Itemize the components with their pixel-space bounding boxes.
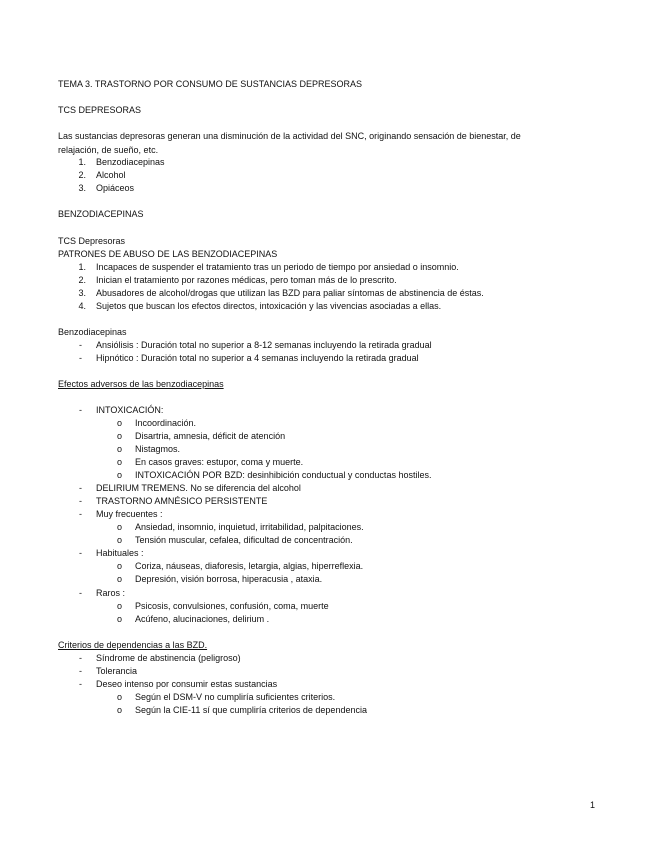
rare-label: Raros : <box>96 588 126 598</box>
criteria-item: Tolerancia <box>96 666 138 676</box>
circle-bullet: o <box>116 705 122 715</box>
circle-bullet: o <box>116 522 122 532</box>
intoxication-label: INTOXICACIÓN: <box>96 405 164 415</box>
substance-item: Benzodiacepinas <box>96 157 165 167</box>
intro-paragraph: Las sustancias depresoras generan una disminución de la actividad del SNC, originando sensación de bienestar, de relajación, de sueño, etc. <box>58 131 521 155</box>
list-number: 1. <box>78 262 86 272</box>
duration-item: Hipnótico : Duración total no superior a 4 semanas incluyendo la retirada gradual <box>96 353 419 363</box>
dash-bullet: - <box>79 588 82 598</box>
circle-bullet: o <box>116 470 122 480</box>
amnesic-item: TRASTORNO AMNÉSICO PERSISTENTE <box>96 496 268 506</box>
dash-bullet: - <box>79 405 82 415</box>
dash-bullet: - <box>79 653 82 663</box>
dash-bullet: - <box>79 483 82 493</box>
substance-item: Alcohol <box>96 170 126 180</box>
tcs-heading: TCS DEPRESORAS <box>58 105 142 115</box>
substance-item: Opiáceos <box>96 183 135 193</box>
circle-bullet: o <box>116 444 122 454</box>
pattern-item: Inician el tratamiento por razones médicas, pero toman más de lo prescrito. <box>96 275 397 285</box>
circle-bullet: o <box>116 431 122 441</box>
criteria-sub-item: Según el DSM-V no cumpliría suficientes criterios. <box>135 692 336 702</box>
dash-bullet: - <box>79 496 82 506</box>
circle-bullet: o <box>116 457 122 467</box>
duration-item: Ansiólisis : Duración total no superior a 8-12 semanas incluyendo la retirada gradual <box>96 340 432 350</box>
circle-bullet: o <box>116 574 122 584</box>
circle-bullet: o <box>116 561 122 571</box>
dash-bullet: - <box>79 666 82 676</box>
list-number: 2. <box>78 275 86 285</box>
list-number: 3. <box>78 288 86 298</box>
list-number: 3. <box>78 183 86 193</box>
pattern-item: Sujetos que buscan los efectos directos, intoxicación y las vivencias asociadas a ellas. <box>96 301 442 311</box>
criteria-heading: Criterios de dependencias a las BZD. <box>58 640 208 650</box>
document-title: TEMA 3. TRASTORNO POR CONSUMO DE SUSTANCIAS DEPRESORAS <box>58 79 363 89</box>
circle-bullet: o <box>116 601 122 611</box>
dash-bullet: - <box>79 340 82 350</box>
intoxication-item: Disartria, amnesia, déficit de atención <box>135 431 286 441</box>
bzd-heading: BENZODIACEPINAS <box>58 209 144 219</box>
criteria-item: Deseo intenso por consumir estas sustancias <box>96 679 278 689</box>
intoxication-item: INTOXICACIÓN POR BZD: desinhibición conductual y conductas hostiles. <box>135 470 432 480</box>
criteria-sub-item: Según la CIE-11 sí que cumpliría criterios de dependencia <box>135 705 367 715</box>
usual-item: Coriza, náuseas, diaforesis, letargia, algias, hiperreflexia. <box>135 561 364 571</box>
pattern-item: Incapaces de suspender el tratamiento tras un periodo de tiempo por ansiedad o insomnio. <box>96 262 459 272</box>
dash-bullet: - <box>79 353 82 363</box>
dash-bullet: - <box>79 548 82 558</box>
criteria-item: Síndrome de abstinencia (peligroso) <box>96 653 241 663</box>
intoxication-item: En casos graves: estupor, coma y muerte. <box>135 457 304 467</box>
intoxication-item: Incoordinación. <box>135 418 197 428</box>
rare-item: Psicosis, convulsiones, confusión, coma, muerte <box>135 601 329 611</box>
circle-bullet: o <box>116 535 122 545</box>
dash-bullet: - <box>79 509 82 519</box>
usual-label: Habituales : <box>96 548 144 558</box>
intoxication-item: Nistagmos. <box>135 444 181 454</box>
frequent-item: Tensión muscular, cefalea, dificultad de concentración. <box>135 535 353 545</box>
list-number: 4. <box>78 301 86 311</box>
delirium-item: DELIRIUM TREMENS. No se diferencia del alcohol <box>96 483 301 493</box>
circle-bullet: o <box>116 692 122 702</box>
frequent-item: Ansiedad, insomnio, inquietud, irritabilidad, palpitaciones. <box>135 522 364 532</box>
bzd-subheading: Benzodiacepinas <box>58 327 127 337</box>
usual-item: Depresión, visión borrosa, hiperacusia , ataxia. <box>135 574 323 584</box>
list-number: 2. <box>78 170 86 180</box>
adverse-effects-heading: Efectos adversos de las benzodiacepinas <box>58 379 224 389</box>
pattern-item: Abusadores de alcohol/drogas que utilizan las BZD para paliar síntomas de abstinencia de éstas. <box>96 288 484 298</box>
list-number: 1. <box>78 157 86 167</box>
tcs-subheading: TCS Depresoras <box>58 236 126 246</box>
patterns-heading: PATRONES DE ABUSO DE LAS BENZODIACEPINAS <box>58 249 278 259</box>
page-number: 1 <box>590 800 596 810</box>
dash-bullet: - <box>79 679 82 689</box>
circle-bullet: o <box>116 418 122 428</box>
circle-bullet: o <box>116 614 122 624</box>
frequent-label: Muy frecuentes : <box>96 509 163 519</box>
rare-item: Acúfeno, alucinaciones, delirium . <box>135 614 270 624</box>
